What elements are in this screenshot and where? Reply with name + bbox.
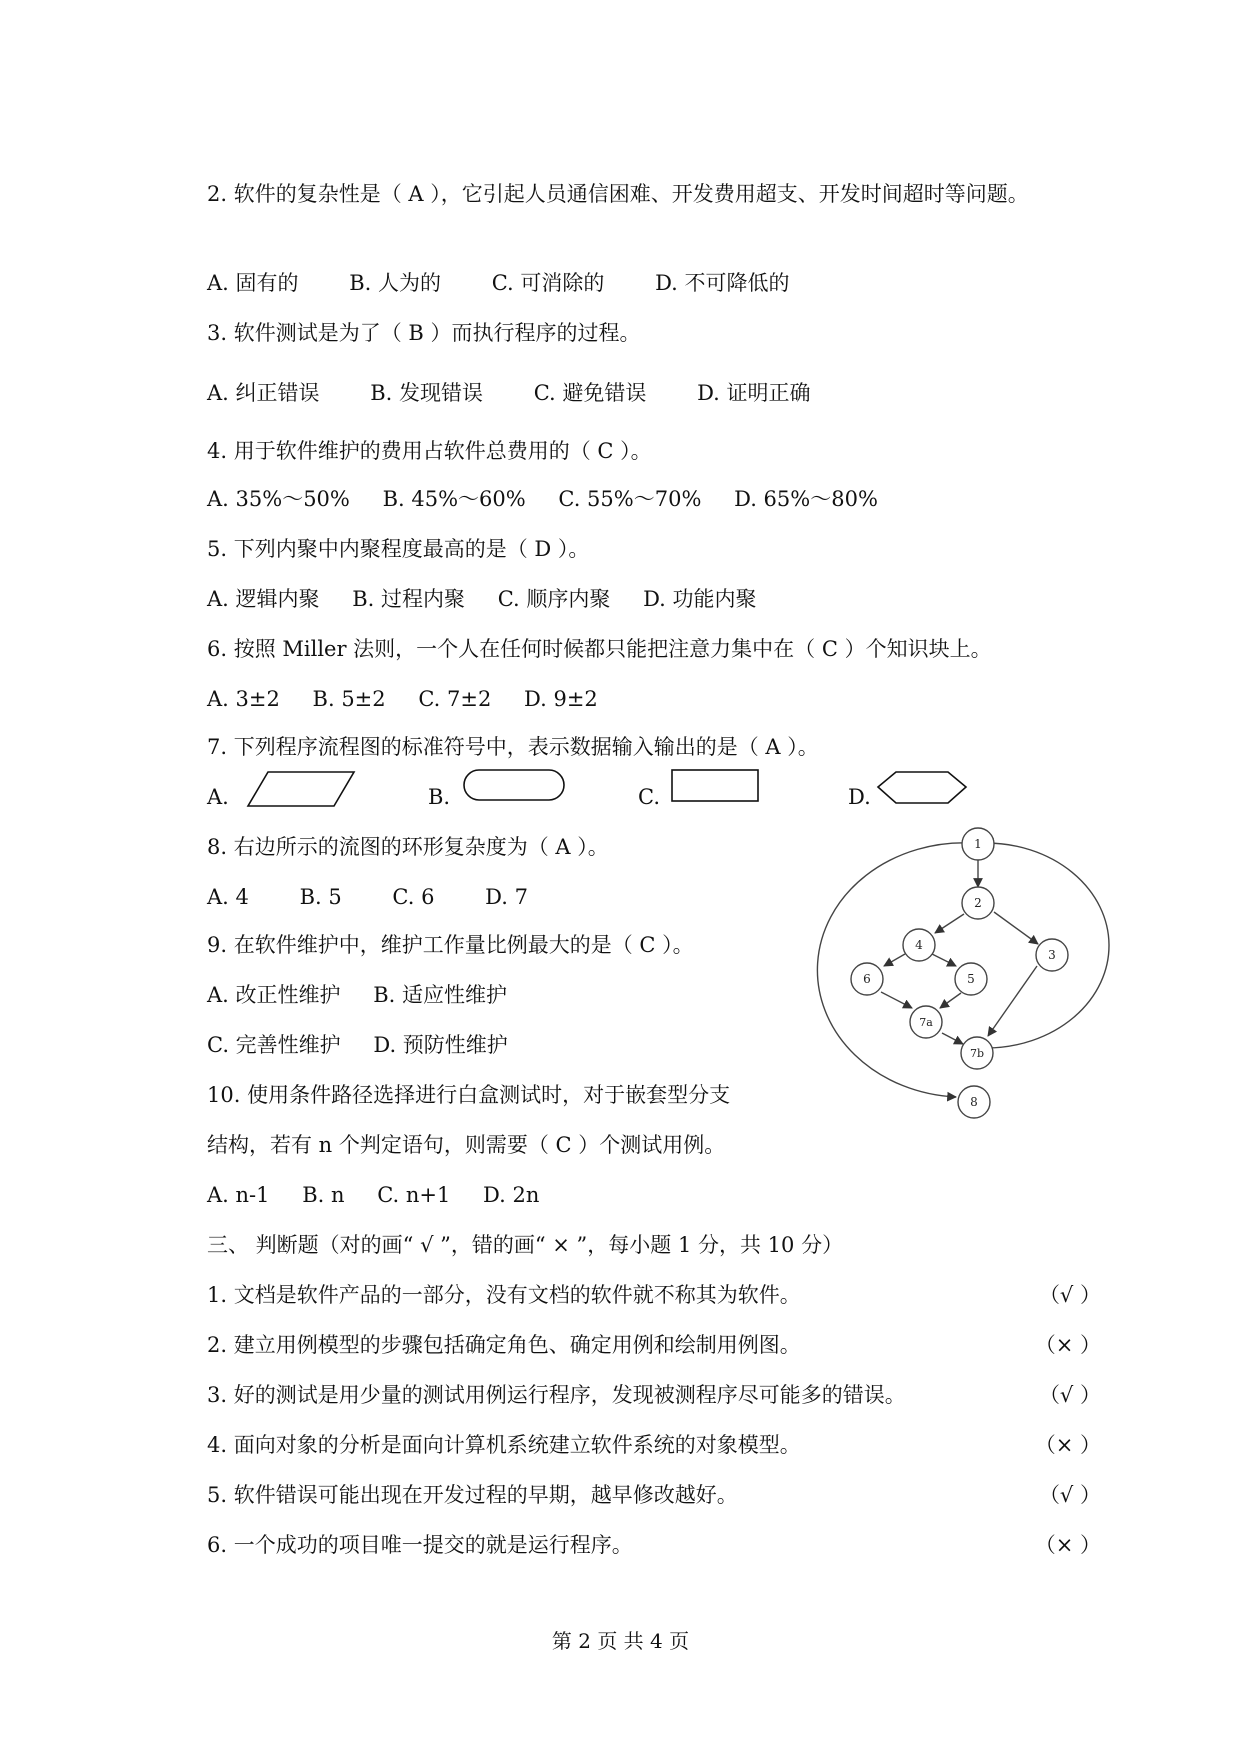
question-10-stem-line2: 结构，若有 n 个判定语句，则需要（ C ）个测试用例。 (207, 1133, 726, 1157)
tf-item (207, 1430, 801, 1460)
tf-item-mark: （√ ） (1038, 1383, 1101, 1407)
option-a: A. 纠正错误 (207, 381, 320, 405)
node-label: 7b (969, 1047, 985, 1060)
tf-item-mark: （√ ） (1038, 1283, 1101, 1307)
option-a-label: A. (207, 785, 229, 809)
question-4-stem: 4. 用于软件维护的费用占软件总费用的（ C ）。 (207, 439, 652, 463)
parallelogram-symbol-icon (246, 770, 356, 808)
option-c-label: C. (638, 785, 660, 809)
flow-graph-figure (826, 822, 1086, 1122)
section-3-heading: 三、 判断题（对的画“ √ ”，错的画“ × ”，每小题 1 分，共 10 分） (207, 1233, 844, 1257)
node-label: 7a (919, 1016, 933, 1029)
question-9-options-row1 (207, 980, 533, 1010)
edge-2-3 (994, 912, 1038, 944)
option-d: D. 65%～80% (734, 487, 878, 511)
question-6-options (207, 684, 624, 714)
question-8-options (207, 882, 572, 912)
question-3-stem: 3. 软件测试是为了（ B ）而执行程序的过程。 (207, 321, 641, 345)
tf-item-mark: （× ） (1034, 1433, 1101, 1457)
question-9-options-row2 (207, 1030, 534, 1060)
option-d: D. 功能内聚 (643, 587, 757, 611)
tf-item-mark: （× ） (1034, 1333, 1101, 1357)
edge-7a-7b (942, 1033, 963, 1044)
option-b: B. 适应性维护 (373, 983, 508, 1007)
tf-item-text: 1. 文档是软件产品的一部分，没有文档的软件就不称其为软件。 (207, 1283, 801, 1307)
node-label: 6 (863, 972, 871, 986)
tf-item (207, 1330, 801, 1360)
option-c: C. 7±2 (418, 687, 492, 711)
option-c: C. 完善性维护 (207, 1033, 341, 1057)
node-label: 4 (915, 938, 923, 952)
option-b: B. 5 (299, 885, 342, 909)
edge-5-7a (940, 993, 961, 1008)
question-10-options (207, 1180, 565, 1210)
option-c: C. 可消除的 (491, 271, 605, 295)
option-c: C. 6 (392, 885, 435, 909)
option-a: A. 逻辑内聚 (207, 587, 320, 611)
option-b: B. 过程内聚 (352, 587, 466, 611)
tf-item (207, 1530, 633, 1560)
question-4-options (207, 484, 904, 514)
option-d: D. 不可降低的 (655, 271, 790, 295)
tf-item-text: 2. 建立用例模型的步骤包括确定角色、确定用例和绘制用例图。 (207, 1333, 801, 1357)
option-c: C. n+1 (377, 1183, 451, 1207)
question-10-stem-line1: 10. 使用条件路径选择进行白盒测试时，对于嵌套型分支 (207, 1083, 731, 1107)
edge-4-6 (884, 954, 905, 966)
tf-item-text: 4. 面向对象的分析是面向计算机系统建立软件系统的对象模型。 (207, 1433, 801, 1457)
option-c: C. 55%～70% (558, 487, 702, 511)
option-b: B. 人为的 (349, 271, 442, 295)
node-label: 5 (967, 972, 975, 986)
tf-item-text: 5. 软件错误可能出现在开发过程的早期，越早修改越好。 (207, 1483, 738, 1507)
question-5-options (207, 584, 783, 614)
option-b: B. n (302, 1183, 345, 1207)
option-b: B. 发现错误 (370, 381, 484, 405)
option-b: B. 5±2 (312, 687, 386, 711)
option-a: A. n-1 (207, 1183, 270, 1207)
question-3-options (207, 378, 855, 408)
option-d: D. 证明正确 (697, 381, 811, 405)
option-d: D. 预防性维护 (373, 1033, 508, 1057)
node-label: 3 (1048, 948, 1056, 962)
option-d: D. 7 (485, 885, 528, 909)
option-d-label: D. (848, 785, 871, 809)
node-label: 1 (974, 837, 982, 851)
question-6-stem: 6. 按照 Miller 法则，一个人在任何时候都只能把注意力集中在（ C ）个知识块上。 (207, 637, 992, 661)
tf-item-mark: （√ ） (1038, 1483, 1101, 1507)
question-5-stem: 5. 下列内聚中内聚程度最高的是（ D ）。 (207, 537, 590, 561)
preparation-symbol-icon (876, 770, 968, 806)
tf-item-text: 6. 一个成功的项目唯一提交的就是运行程序。 (207, 1533, 633, 1557)
page-number: 第 2 页 共 4 页 (551, 1629, 690, 1653)
question-2-options (207, 268, 834, 298)
edge-2-4 (935, 914, 964, 933)
question-2-stem: 2. 软件的复杂性是（ A ），它引起人员通信困难、开发费用超支、开发时间超时等问题。 (207, 182, 1029, 206)
tf-item (207, 1480, 738, 1510)
option-a: A. 改正性维护 (207, 983, 341, 1007)
option-a: A. 固有的 (207, 271, 299, 295)
option-a: A. 3±2 (207, 687, 280, 711)
option-c: C. 避免错误 (533, 381, 647, 405)
option-a: A. 35%～50% (207, 487, 350, 511)
tf-item-mark: （× ） (1034, 1533, 1101, 1557)
edge-6-7a (881, 992, 912, 1008)
option-b-label: B. (428, 785, 451, 809)
question-7-stem: 7. 下列程序流程图的标准符号中，表示数据输入输出的是（ A ）。 (207, 735, 819, 759)
option-a: A. 4 (207, 885, 249, 909)
option-b: B. 45%～60% (382, 487, 526, 511)
tf-item (207, 1380, 906, 1410)
question-8-stem: 8. 右边所示的流图的环形复杂度为（ A ）。 (207, 835, 609, 859)
terminator-symbol-icon (462, 768, 566, 804)
option-d: D. 9±2 (524, 687, 598, 711)
question-9-stem: 9. 在软件维护中，维护工作量比例最大的是（ C ）。 (207, 933, 694, 957)
edge-1-8 (817, 843, 972, 1097)
node-label: 8 (970, 1095, 978, 1109)
edge-4-5 (932, 954, 956, 966)
option-d: D. 2n (483, 1183, 540, 1207)
process-symbol-icon (670, 768, 760, 804)
tf-item (207, 1280, 1121, 1310)
node-label: 2 (974, 896, 982, 910)
edge-3-7b (988, 966, 1037, 1036)
tf-item-text: 3. 好的测试是用少量的测试用例运行程序，发现被测程序尽可能多的错误。 (207, 1383, 906, 1407)
option-c: C. 顺序内聚 (497, 587, 611, 611)
